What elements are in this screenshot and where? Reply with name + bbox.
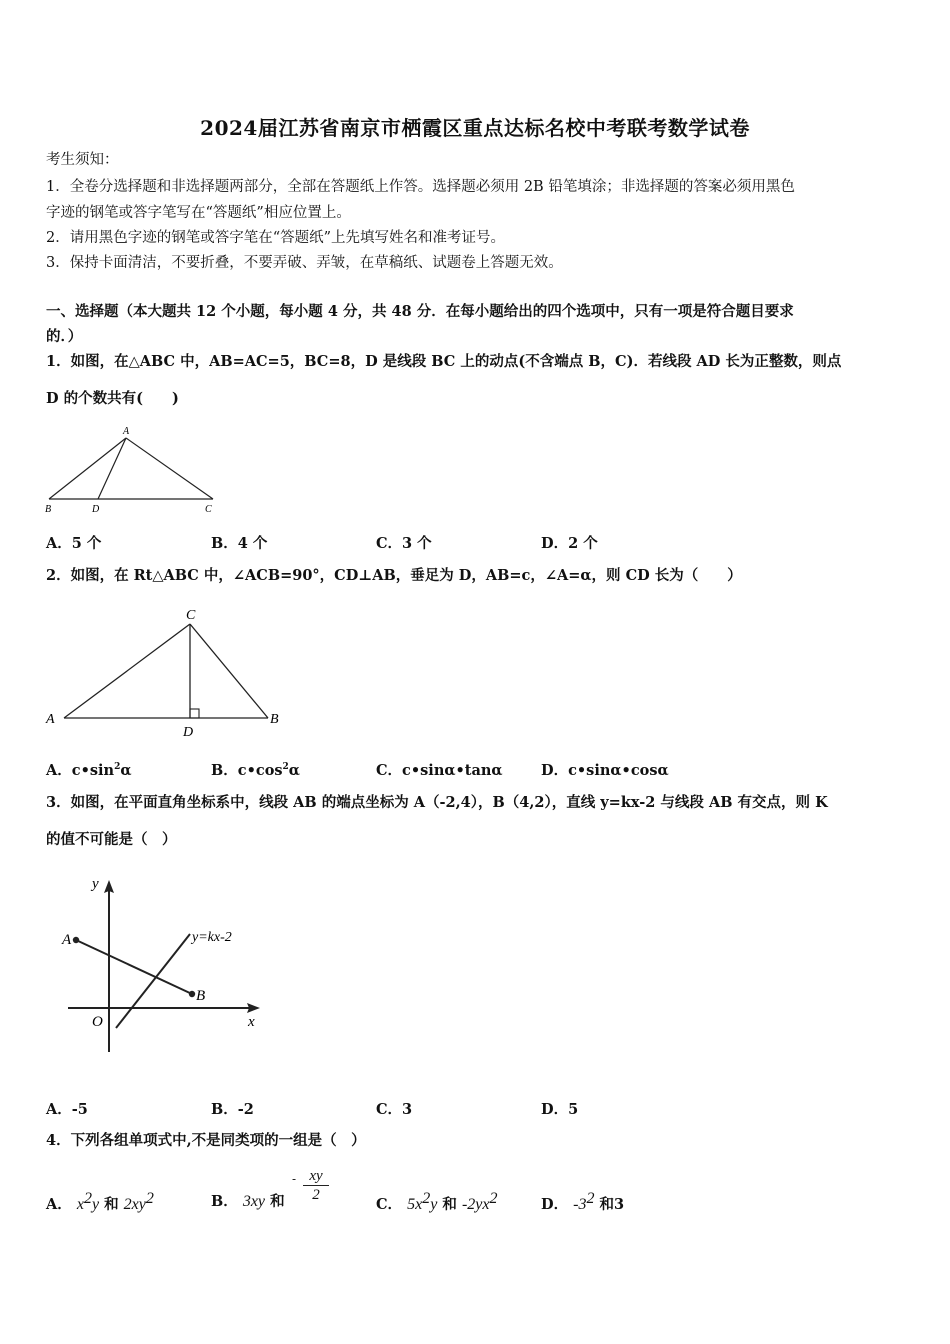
q1-label-c: C <box>205 504 212 515</box>
q1-label-b: B <box>45 504 52 515</box>
line-y-kx-2 <box>116 934 190 1028</box>
q2-option-c[interactable]: C．c•sinα•tanα <box>376 762 503 779</box>
q1-option-d[interactable]: D．2 个 <box>541 535 598 552</box>
segment-ab <box>49 438 126 499</box>
q1-line-1: 1．如图，在△ABC 中，AB=AC=5，BC=8，D 是线段 BC 上的动点(不含端点 B，C)．若线段 AD 长为正整数，则点 <box>46 353 842 370</box>
segment-ac <box>126 438 213 499</box>
q4-b-minus: - <box>292 1172 297 1186</box>
q3-label-y: y <box>92 876 99 892</box>
notice-line-1b: 字迹的钢笔或答字笔写在“答题纸”相应位置上。 <box>46 205 351 221</box>
q4-b-fraction <box>303 1168 329 1204</box>
q3-option-d[interactable]: D．5 <box>541 1101 579 1118</box>
notice-heading: 考生须知： <box>46 152 119 168</box>
page-title: 2024届江苏省南京市栖霞区重点达标名校中考联考数学试卷 <box>200 116 750 140</box>
q2-option-a[interactable]: A．$c•\sin^2\alpha$ <box>46 762 132 779</box>
segment-cb <box>190 624 268 718</box>
notice-line-1a: 1．全卷分选择题和非选择题两部分，全部在答题纸上作答。选择题必须用 2B 铅笔填涂；非选择题的答案必须用黑色 <box>46 179 795 195</box>
q4-line-1: 4．下列各组单项式中,不是同类项的一组是（ ） <box>46 1132 366 1149</box>
q4-option-a[interactable]: A． $x^2y$ 和 $2xy^2$ <box>46 1190 154 1213</box>
q3-line-2: 的值不可能是（ ） <box>46 831 177 848</box>
section-header-line-1: 一、选择题（本大题共 12 个小题，每小题 4 分，共 48 分．在每小题给出的四个选项中，只有一项是符合题目要求 <box>46 303 794 320</box>
right-angle-mark <box>190 709 199 718</box>
q1-option-b[interactable]: B．4 个 <box>211 535 268 552</box>
q1-figure <box>40 422 230 517</box>
q2-option-d[interactable]: D．c•sinα•cosα <box>541 762 669 779</box>
q1-option-c[interactable]: C．3 个 <box>376 535 432 552</box>
q1-option-a[interactable]: A．5 个 <box>46 535 102 552</box>
q4-option-d[interactable]: D． $-3^2$ 和3 <box>541 1190 625 1213</box>
q4-option-c[interactable]: C． $5x^2y$ 和 $-2yx^2$ <box>376 1190 498 1213</box>
q3-label-o: O <box>92 1014 103 1030</box>
q3-label-a: A <box>62 932 72 948</box>
q2-option-b[interactable]: B．$c•\cos^2\alpha$ <box>211 762 300 779</box>
segment-ad <box>98 438 126 499</box>
segment-ab <box>76 940 192 994</box>
segment-ac <box>64 624 190 718</box>
q3-option-c[interactable]: C．3 <box>376 1101 413 1118</box>
q2-label-a: A <box>46 712 55 727</box>
q4-option-b[interactable]: B． 3xy 和 <box>211 1193 285 1210</box>
section-header-line-2: 的．） <box>46 328 83 345</box>
q1-line-2: D 的个数共有( ) <box>46 390 179 407</box>
q1-label-a: A <box>123 426 130 437</box>
q3-figure <box>40 866 280 1066</box>
q3-option-a[interactable]: A．-5 <box>46 1101 88 1118</box>
q3-option-b[interactable]: B．-2 <box>211 1101 254 1118</box>
q2-label-c: C <box>186 608 196 623</box>
q2-label-d: D <box>183 725 194 740</box>
q3-line-label: y=kx-2 <box>192 930 232 945</box>
q4-b-denominator: 2 <box>312 1187 320 1203</box>
notice-line-3: 3．保持卡面清洁，不要折叠，不要弄破、弄皱，在草稿纸、试题卷上答题无效。 <box>46 255 563 271</box>
q2-label-b: B <box>270 712 279 727</box>
q1-label-d: D <box>92 504 100 515</box>
q3-label-x: x <box>248 1014 255 1030</box>
q4-b-numerator: xy <box>303 1168 329 1186</box>
point-b <box>189 991 195 997</box>
q2-figure <box>40 602 290 742</box>
q2-line-1: 2．如图，在 Rt△ABC 中，∠ACB=90°，CD⊥AB，垂足为 D，AB=c，∠A=α，则 CD 长为（ ） <box>46 567 742 584</box>
q3-line-1: 3．如图，在平面直角坐标系中，线段 AB 的端点坐标为 A（-2,4），B（4,2），直线 y=kx-2 与线段 AB 有交点，则 K <box>46 794 828 811</box>
notice-line-2: 2．请用黑色字迹的钢笔或答字笔在“答题纸”上先填写姓名和准考证号。 <box>46 230 506 246</box>
point-a <box>73 937 79 943</box>
q3-label-b: B <box>196 988 206 1004</box>
